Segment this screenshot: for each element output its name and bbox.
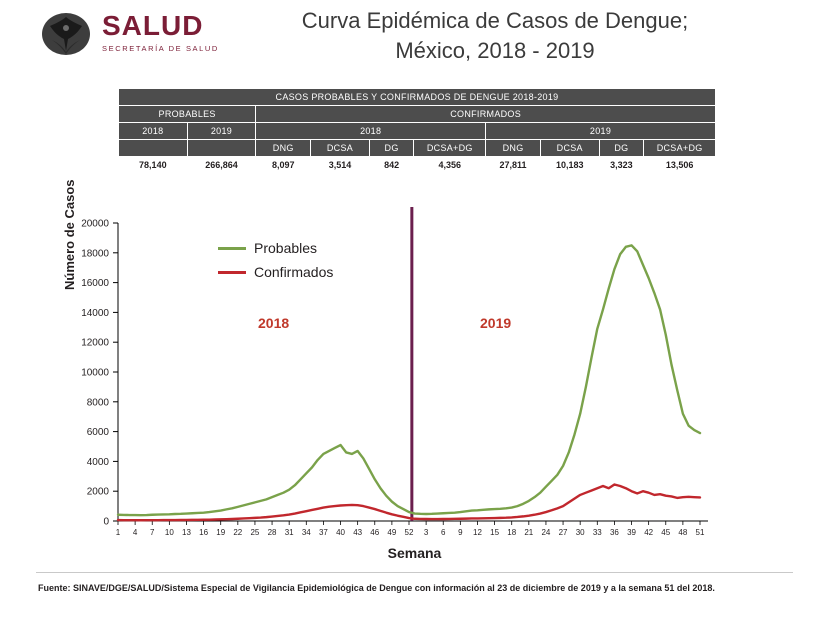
- cell-probables-2018: 78,140: [119, 157, 188, 174]
- svg-text:3: 3: [423, 528, 429, 537]
- legend-label-confirmados: Confirmados: [254, 264, 334, 280]
- col-header-2018-dcsa-dg: DCSA+DG: [414, 140, 486, 157]
- svg-text:19: 19: [216, 528, 226, 537]
- col-header-2018-dg: DG: [369, 140, 414, 157]
- svg-text:52: 52: [404, 528, 414, 537]
- svg-text:12000: 12000: [81, 337, 109, 349]
- cell-2018-dng: 8,097: [256, 157, 311, 174]
- confirmados-year-2018: 2018: [256, 123, 486, 140]
- brand-logo: [38, 10, 219, 58]
- svg-text:49: 49: [387, 528, 397, 537]
- svg-text:13: 13: [182, 528, 191, 537]
- chart-svg: [0, 205, 829, 545]
- svg-text:16: 16: [199, 528, 209, 537]
- eagle-emblem-icon: [38, 10, 94, 58]
- svg-text:14000: 14000: [81, 307, 109, 319]
- svg-text:10000: 10000: [81, 367, 109, 379]
- legend-item-confirmados: [218, 264, 333, 280]
- svg-text:39: 39: [627, 528, 636, 537]
- svg-text:37: 37: [318, 528, 328, 537]
- page-header: [0, 0, 829, 78]
- probables-2019-spacer: [187, 140, 256, 157]
- y-axis-title: Número de Casos: [62, 179, 77, 290]
- svg-text:51: 51: [695, 528, 705, 537]
- svg-text:25: 25: [250, 528, 260, 537]
- svg-text:10: 10: [164, 528, 174, 537]
- svg-text:1: 1: [115, 528, 121, 537]
- col-header-2019-dcsa: DCSA: [541, 140, 600, 157]
- cell-probables-2019: 266,864: [187, 157, 256, 174]
- svg-text:24: 24: [541, 528, 551, 537]
- svg-text:22: 22: [233, 528, 243, 537]
- svg-text:18: 18: [507, 528, 517, 537]
- svg-text:48: 48: [678, 528, 688, 537]
- footer-source: Fuente: SINAVE/DGE/SALUD/Sistema Especial de Vigilancia Epidemiológica de Dengue con información al 23 de diciembre de 2019 y a la semana 51 del 2018.: [38, 583, 715, 593]
- probables-year-2018: 2018: [119, 123, 188, 140]
- col-header-2019-dng: DNG: [486, 140, 541, 157]
- svg-text:42: 42: [644, 528, 654, 537]
- cell-2019-dcsa: 10,183: [541, 157, 600, 174]
- svg-text:6000: 6000: [86, 427, 109, 439]
- cell-2019-dng: 27,811: [486, 157, 541, 174]
- svg-text:45: 45: [661, 528, 671, 537]
- svg-text:15: 15: [490, 528, 500, 537]
- svg-text:0: 0: [103, 516, 109, 528]
- table-row: [119, 157, 716, 174]
- svg-text:20000: 20000: [81, 218, 109, 230]
- svg-text:6: 6: [441, 528, 446, 537]
- group-header-confirmados: CONFIRMADOS: [256, 106, 716, 123]
- group-header-probables: PROBABLES: [119, 106, 256, 123]
- cell-2018-dg: 842: [369, 157, 414, 174]
- x-axis-title: Semana: [387, 545, 442, 561]
- col-header-2019-dg: DG: [599, 140, 644, 157]
- cell-2019-dg: 3,323: [599, 157, 644, 174]
- confirmados-year-2019: 2019: [486, 123, 716, 140]
- table-year-header-row: [119, 123, 716, 140]
- svg-text:34: 34: [301, 528, 311, 537]
- svg-text:33: 33: [592, 528, 602, 537]
- table-caption-row: [119, 89, 716, 106]
- svg-text:27: 27: [558, 528, 568, 537]
- svg-text:7: 7: [150, 528, 155, 537]
- summary-table-wrapper: [118, 88, 716, 174]
- svg-text:9: 9: [458, 528, 463, 537]
- brand-subtitle: SECRETARÍA DE SALUD: [102, 44, 219, 53]
- svg-text:31: 31: [284, 528, 294, 537]
- svg-text:4: 4: [132, 528, 138, 537]
- svg-text:36: 36: [609, 528, 619, 537]
- annotation-year-2019: 2019: [480, 315, 512, 331]
- page-title-line-1: Curva Epidémica de Casos de Dengue;: [301, 8, 689, 33]
- cell-2019-dcsa-dg: 13,506: [644, 157, 716, 174]
- cell-2018-dcsa-dg: 4,356: [414, 157, 486, 174]
- svg-text:12: 12: [473, 528, 482, 537]
- legend-item-probables: [218, 240, 333, 256]
- cell-2018-dcsa: 3,514: [311, 157, 370, 174]
- probables-2018-spacer: [119, 140, 188, 157]
- probables-year-2019: 2019: [187, 123, 256, 140]
- svg-text:30: 30: [575, 528, 585, 537]
- svg-text:46: 46: [370, 528, 380, 537]
- legend-swatch-confirmados: [218, 271, 246, 274]
- footer-divider: [36, 572, 793, 573]
- epidemic-curve-chart: [0, 205, 829, 545]
- col-header-2018-dcsa: DCSA: [311, 140, 370, 157]
- page-title-line-2: México, 2018 - 2019: [395, 37, 595, 63]
- svg-text:43: 43: [353, 528, 363, 537]
- col-header-2019-dcsa-dg: DCSA+DG: [644, 140, 716, 157]
- table-caption: CASOS PROBABLES Y CONFIRMADOS DE DENGUE 2018-2019: [119, 89, 716, 106]
- svg-text:40: 40: [336, 528, 345, 537]
- col-header-2018-dng: DNG: [256, 140, 311, 157]
- legend-label-probables: Probables: [254, 240, 318, 256]
- svg-text:28: 28: [267, 528, 277, 537]
- page-title: [260, 6, 730, 65]
- svg-text:4000: 4000: [86, 456, 109, 468]
- table-column-header-row: [119, 140, 716, 157]
- svg-text:16000: 16000: [81, 278, 109, 290]
- svg-text:21: 21: [524, 528, 534, 537]
- table-group-header-row: [119, 106, 716, 123]
- chart-legend: [218, 240, 333, 288]
- svg-text:18000: 18000: [81, 248, 109, 260]
- annotation-year-2018: 2018: [258, 315, 290, 331]
- legend-swatch-probables: [218, 247, 246, 250]
- svg-text:2000: 2000: [86, 486, 109, 498]
- summary-table: [118, 88, 716, 174]
- svg-text:8000: 8000: [86, 397, 109, 409]
- brand-name: SALUD: [102, 10, 204, 41]
